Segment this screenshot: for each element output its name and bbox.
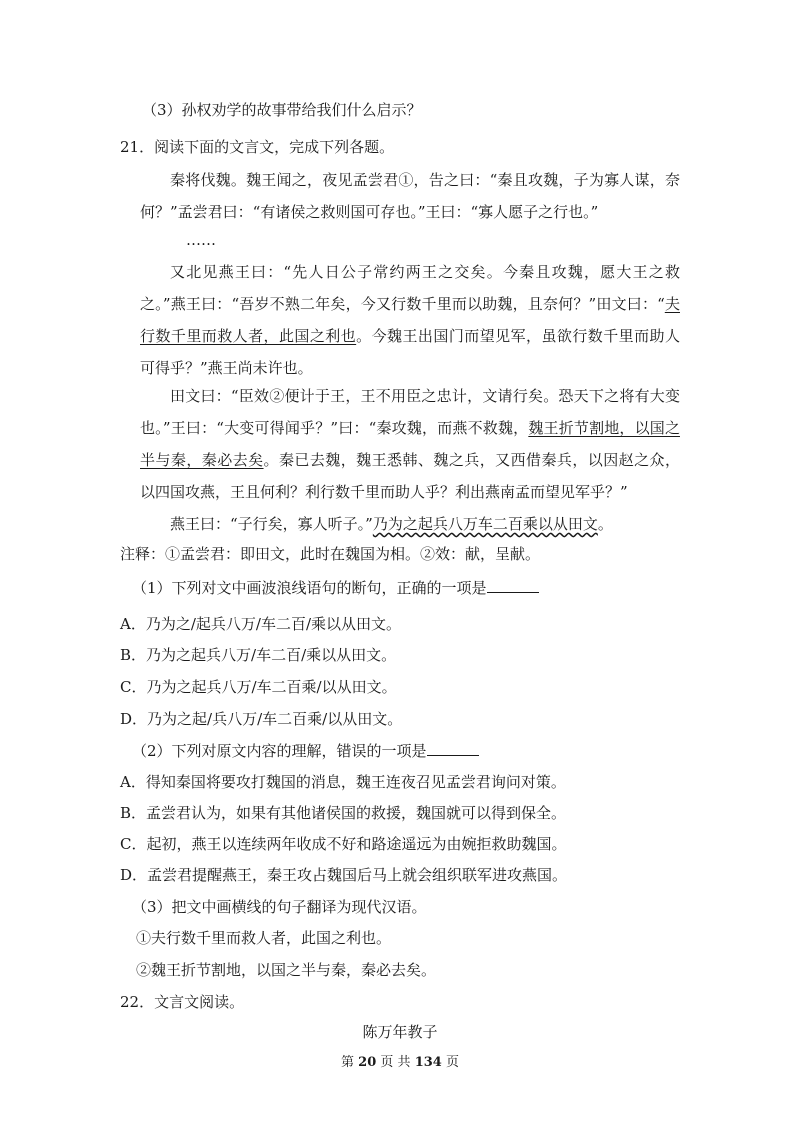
- q21-heading: 21．阅读下面的文言文，完成下列各题。: [120, 138, 395, 156]
- page-footer: 第 20 页 共 134 页: [341, 1055, 459, 1070]
- q22-passage-title: 陈万年教子: [362, 1023, 438, 1041]
- sub3-item-2: ②魏王折节割地，以国之半与秦，秦必去矣。: [136, 961, 437, 979]
- q20-sub3-question: （3）孙权劝学的故事带给我们什么启示？: [142, 101, 422, 119]
- p4-wavy-sentence: 乃为之起兵八万车二百乘以从田文: [372, 515, 598, 533]
- sub1-option-c: C．乃为之起兵八万/车二百乘/以从田文。: [120, 678, 397, 696]
- sub1-option-d: D．乃为之起/兵八万/车二百乘/以从田文。: [120, 710, 403, 728]
- sub2-option-b: B．孟尝君认为，如果有其他诸侯国的救援，魏国就可以得到保全。: [120, 804, 567, 822]
- sub1-option-a: A．乃为之/起兵八万/车二百/乘以从田文。: [120, 615, 401, 633]
- sub2-option-c: C．起初，燕王以连续两年收成不好和路途遥远为由婉拒救助魏国。: [120, 835, 567, 853]
- p3-text-b: 。秦已去魏，魏王悉韩、魏之兵，又西借秦兵，以因赵之众，以四国攻燕，王且何利？利行数千里而助人乎？利出燕南孟而望见军乎？”: [140, 451, 680, 501]
- q21-sub3-stem: （3）把文中画横线的句子翻译为现代汉语。: [132, 898, 427, 916]
- total-page-count: 134: [414, 1055, 442, 1070]
- q22-heading: 22．文言文阅读。: [120, 993, 245, 1011]
- passage-ellipsis: ……: [186, 231, 216, 249]
- p2-text-b: 。今魏王出国门而望见军，虽欲行数千里而助人可得乎？”燕王尚未许也。: [140, 327, 680, 377]
- sub3-item-1: ①夫行数千里而救人者，此国之利也。: [136, 929, 392, 947]
- sub2-option-a: A．得知秦国将要攻打魏国的消息，魏王连夜召见孟尝君询问对策。: [120, 773, 566, 791]
- q21-passage-p2: [140, 256, 680, 384]
- q21-passage-p4: [140, 508, 680, 540]
- q21-sub2-stem: （2）下列对原文内容的理解，错误的一项是: [132, 741, 479, 761]
- p4-text-b: 。: [597, 515, 613, 533]
- q21-passage-p1: 秦将伐魏。魏王闻之，夜见孟尝君①，告之曰：“秦且攻魏，子为寡人谋，奈何？”孟尝君曰：“有诸侯之救则国可存也。”王曰：“寡人愿子之行也。”: [140, 171, 680, 221]
- current-page-number: 20: [358, 1055, 377, 1070]
- p3-text-a: 田文曰：“臣效②便计于王，王不用臣之忠计，文请行矣。恐天下之将有大变也。”王曰：“大变可得闻乎？”曰：“秦攻魏，而燕不救魏，: [140, 387, 680, 437]
- q21-passage-p3: [140, 380, 680, 508]
- sub1-option-b: B．乃为之起兵八万/车二百/乘以从田文。: [120, 646, 397, 664]
- answer-blank: [487, 591, 539, 593]
- p4-text-a: 燕王曰：“子行矣，寡人听子。”: [170, 515, 373, 533]
- sub2-option-d: D．孟尝君提醒燕王，秦王攻占魏国后马上就会组织联军进攻燕国。: [120, 866, 568, 884]
- p3-underlined-sentence: 魏王折节割地，以国之半与秦，秦必去矣: [140, 419, 680, 469]
- p2-underlined-sentence: 夫行数千里而救人者，此国之利也: [140, 295, 680, 345]
- q21-sub1-stem: （1）下列对文中画波浪线语句的断句，正确的一项是: [132, 578, 539, 598]
- answer-blank: [427, 754, 479, 756]
- q21-annotation-note: 注释：①孟尝君：即田文，此时在魏国为相。②效：献，呈献。: [120, 545, 541, 563]
- p2-text-a: 又北见燕王曰：“先人日公子常约两王之交矣。今秦且攻魏，愿大王之救之。”燕王曰：“吾岁不熟二年矣，今又行数千里而以助魏，且奈何？”田文曰：“: [140, 263, 680, 313]
